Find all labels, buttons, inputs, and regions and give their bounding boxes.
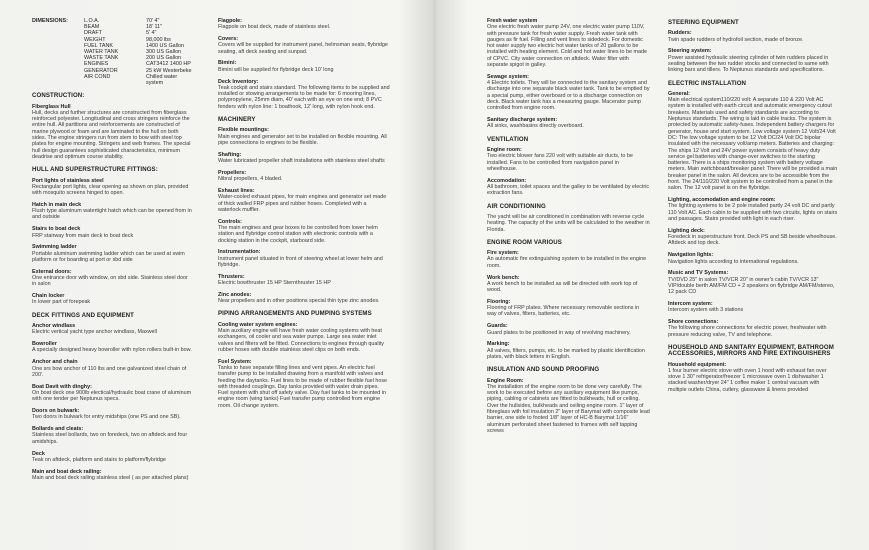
spec-item-heading: Fiberglass Hull bbox=[32, 103, 71, 110]
spec-item bbox=[487, 275, 650, 294]
column-2 bbox=[218, 18, 390, 415]
dimension-value: CAT3412 1400 HP bbox=[146, 61, 191, 68]
spec-item-heading: Anchor windlass bbox=[32, 323, 76, 330]
dimension-value: 25 kW Westerbeke bbox=[146, 67, 192, 74]
spec-item-text: Covers will be supplied for instrument panel, helmsman seats, flybridge seating, aft deck seating and sunpad. bbox=[218, 42, 388, 55]
column-3 bbox=[487, 18, 650, 440]
spec-item-text: All bathroom, toilet spaces and the galley to be ventilated by electric extraction fans. bbox=[487, 184, 650, 197]
spec-item bbox=[487, 147, 650, 172]
spec-item-heading: Guards: bbox=[487, 323, 508, 330]
spec-item bbox=[218, 36, 390, 55]
section-heading: MACHINERY bbox=[218, 116, 256, 124]
spec-item-heading: Flagpole: bbox=[218, 18, 242, 24]
section-heading: ELECTRIC INSTALLATION bbox=[668, 79, 747, 87]
spec-item bbox=[487, 18, 650, 68]
spec-item-text: Main engines and generator set to be installed on flexible mounting. All pipe connections to engines to be flexible. bbox=[218, 133, 387, 146]
dimension-value: 5' 4" bbox=[146, 30, 157, 37]
spec-item-heading: Hatch in main deck bbox=[32, 201, 82, 208]
spec-item bbox=[218, 60, 390, 73]
spec-item-text: Main electrical system110/220 volt: A separate 110 & 220 Volt AC system is installed with earth circuit and automatic emergency cutout breakers. Materials used and safety standards are according to Neptunus standards. The wiring is laid in cable tracks. The system is protected by automatic safety-fuses. Independent battery chargers for generator, house and start system. Low voltage system 12 Volt/24 Volt DC: The low voltage system to be 12 Volt DC/24 Volt DC bipolar insulated with the necessary volt/amp meters. Batteries and charging: The ships 12 Volt and 24V power system consists of heavy duty service gel batteries with change-over switches to the starting batteries. There is a ships monitoring system with battery voltage meters. Main switchboard/breaker panel: There will be provided a main breaker panel in the salon. All devices are to be accessible from the front. The 24/110/220 Volt system to be controlled from a panel in the salon. The 12 volt panel is on the flybridge. bbox=[668, 97, 838, 192]
dimension-value: 1400 US Gallon bbox=[146, 42, 185, 49]
spec-item bbox=[218, 152, 390, 165]
dimension-value: 200 US Gallon bbox=[146, 55, 182, 62]
spec-item bbox=[487, 378, 650, 435]
spec-item-heading: Shore connections: bbox=[668, 319, 719, 326]
spec-item-text: 1 four burner electric stove with oven 1 hood with exhaust fan over stove 1 30" refrigerator/freezer 1 microwave oven 1 dishwasher 1 stacked washer/dryer 24" 1 coffee maker 1 central vacuum with multiple outlets China, cutlery, glassware & linens provided bbox=[668, 367, 827, 393]
spec-item bbox=[668, 252, 838, 265]
spec-item-heading: Navigation lights: bbox=[668, 252, 714, 259]
spec-item bbox=[218, 292, 390, 305]
spec-item bbox=[668, 319, 838, 338]
column-4 bbox=[668, 18, 838, 399]
spec-item-text: Main auxiliary engine will have fresh water cooling systems with heat exchangers, oil cooler and sea water pumps. Large sea water inlet valves and filters will be fitted. Connections to engines through quality rubber hoses with double stainless steel clips on both ends. bbox=[218, 327, 385, 353]
spec-item-heading: Thrusters: bbox=[218, 273, 245, 280]
spec-item bbox=[32, 426, 192, 445]
spec-item-heading: Deck Inventory: bbox=[218, 78, 259, 85]
spec-item bbox=[32, 384, 192, 403]
spec-item bbox=[218, 188, 390, 213]
dimension-key: WATER TANK bbox=[84, 49, 119, 56]
spec-item-text: Nibral propellers, 4 bladed. bbox=[218, 176, 283, 183]
dimension-key: DRAFT bbox=[84, 30, 102, 37]
spec-item bbox=[668, 91, 838, 192]
column-1 bbox=[32, 18, 192, 487]
dimension-key: WASTE TANK bbox=[84, 55, 119, 62]
dimensions-label: DIMENSIONS: bbox=[32, 18, 68, 24]
spec-item-heading: Rudders: bbox=[668, 30, 692, 37]
spec-item-text: Guard plates to be positioned in way of revolving machinery. bbox=[487, 329, 631, 336]
dimension-value: 98,000 lbs bbox=[146, 36, 171, 43]
spec-item-heading: Shafting: bbox=[218, 151, 242, 158]
spec-item bbox=[218, 79, 390, 110]
spec-item-text: Flooring of FRP plates. Where necessary removable sections in way of valves, filters, batteries, etc. bbox=[487, 305, 640, 318]
spec-item bbox=[487, 250, 650, 269]
spec-item bbox=[668, 362, 838, 393]
spec-item-text: Water lubricated propeller shaft installations with stainless steel shafts bbox=[218, 158, 385, 165]
dimension-key: L.O.A. bbox=[84, 18, 100, 24]
spec-item-heading: Stairs to boat deck bbox=[32, 226, 81, 233]
section-heading: CONSTRUCTION: bbox=[32, 92, 85, 100]
spec-item-text: In lower part of forepeak bbox=[32, 299, 91, 306]
spec-item-heading: Sanitary discharge system: bbox=[487, 117, 558, 124]
spec-item bbox=[487, 323, 650, 336]
spec-item bbox=[668, 197, 838, 222]
spec-item-text: Intercom system with 3 stations bbox=[668, 307, 744, 314]
spec-item-text: A specially designed heavy bowroller with nylon rollers built-in bow. bbox=[32, 347, 192, 354]
dimension-key: WEIGHT bbox=[84, 36, 106, 43]
spec-item bbox=[218, 322, 390, 353]
spec-item-text: Hull, decks and further structures are constructed from fiberglass reinforced polyester. Longitudinal and cross stringers reinforce the entire hull. All partitions and reinforcements are constructed of marine plywood or foam and are laminated to the hull on both sides. The engine stringers run from stem to bow with steel top plates for engine mounting. Stringers and web frames. The special hull design guarantees sophisticated characteristics, minimum deadrise and optimum course stability. bbox=[32, 109, 191, 160]
spec-item-heading: Work bench: bbox=[487, 274, 520, 281]
spec-item bbox=[487, 74, 650, 112]
spec-item-text: Teak cockpit and stairs standard. The following items to be supplied and installed or stowing arrangements to be made for: 6 mooring lines, polypropylene, 25mm diam, 40' each with an eye on one end; 8 PVC fenders with nylon line: 1 boathook, 12' long, with nylon hook end. bbox=[218, 84, 390, 110]
spec-item bbox=[32, 104, 192, 161]
spec-item bbox=[218, 359, 390, 409]
spec-item bbox=[668, 301, 838, 314]
dimensions-label bbox=[32, 74, 84, 86]
spec-item-text: Power assisted hydraulic steering cylinder of twin rudders placed in seating between the two rudder stocks and connected to same with linking bars and tillers. To Neptunus standards and specifications. bbox=[668, 54, 829, 74]
spec-item bbox=[218, 219, 390, 244]
spec-item-heading: Bimini: bbox=[218, 60, 237, 67]
spec-item-heading: General: bbox=[668, 90, 690, 97]
spec-item bbox=[487, 299, 650, 318]
spec-item bbox=[32, 408, 192, 421]
dimension-value: 300 US Gallon bbox=[146, 49, 182, 56]
dimension-value: Chilled water system bbox=[146, 73, 178, 87]
spec-item bbox=[32, 244, 192, 263]
spec-item bbox=[32, 293, 192, 306]
spec-item-text: Stainless steel bollards, two on foredeck, two on aftdeck and four amidships. bbox=[32, 432, 188, 445]
section-heading: STEERING EQUIPMENT bbox=[668, 19, 739, 26]
section-heading: AIR CONDITIONING bbox=[487, 202, 546, 210]
spec-item-text: Instrument panel situated in front of steering wheel at lower helm and flybridge. bbox=[218, 255, 383, 268]
spec-item bbox=[668, 228, 838, 247]
spec-item bbox=[218, 170, 390, 183]
dimension-value: 70' 4" bbox=[146, 18, 160, 24]
spec-item-heading: Marking: bbox=[487, 341, 510, 348]
section-heading: INSULATION AND SOUND PROOFING bbox=[487, 366, 600, 374]
spec-item-text: The installation of the engine room to be done very carefully. The work to be executed before any auxiliary equipment like pumps, piping, cabling or cabinets are fitted to bulkheads, hull or ceiling. Over the hullsides, bulkheads and ceiling engine room. 1" layer of fibreglass with foil insulation 2" layer of Barymat with composite lead barrier, one side to footed 1/8" layer of HC-B Barymat 1/16" aluminum perforated sheet fastened to frames with self tapping screws bbox=[487, 383, 650, 434]
spec-item-text: FRP stairway from main deck to boat deck bbox=[32, 232, 134, 239]
spec-item-text: Near propellers and in other positions special thin type zinc anodes. bbox=[218, 298, 380, 305]
spec-item-text: One srs bow anchor of 110 lbs and one galvanized steel chain of 200'. bbox=[32, 365, 187, 378]
spec-item bbox=[32, 226, 192, 239]
section-heading: PIPING ARRANGEMENTS AND PUMPING SYSTEMS bbox=[218, 310, 372, 318]
spec-item-text: Tanks to have separate filling lines and vent pipes. An electric fuel transfer pump to be installed drawing from a manifold with valves and feeding the daytanks. Fuel lines to be made of rubber flexible fuel hose with threaded couplings. Day tanks provided with water drain pipes. Fuel system with shut off safety valve. Day fuel tanks to be mounted in engine room (wing tanks) Fuel transfer pump controlled from engine room. Oil change system. bbox=[218, 364, 388, 409]
section-heading: DECK FITTINGS AND EQUIPMENT bbox=[32, 311, 135, 319]
spec-item bbox=[487, 178, 650, 197]
spec-item bbox=[487, 341, 650, 360]
spec-item-text: The lighting systems to be 2 pole installed partly 24 volt DC and partly 110 Volt AC. Each cabin to be supplied with two circuits, lights on stairs and passages. Stairs provided with light in each riser. bbox=[668, 203, 838, 223]
spec-item-text: Bimini will be supplied for flybridge deck 10' long bbox=[218, 66, 334, 73]
spec-item-text: Foredeck in superstructure front. Deck PS and SB beside wheelhouse. Aftdeck and top deck. bbox=[668, 234, 837, 247]
spec-item bbox=[218, 274, 390, 287]
spec-item-text: Main and boat deck railing stainless steel ( as per attached plans) bbox=[32, 474, 189, 481]
spec-item-text: Electric vertical yacht type anchor windlass, Maxwell bbox=[32, 329, 157, 336]
spec-item-heading: Controls: bbox=[218, 218, 242, 225]
dimension-row bbox=[32, 74, 192, 86]
spec-item bbox=[32, 359, 192, 378]
spec-item-heading: Swimming ladder bbox=[32, 244, 77, 251]
spec-item-text: Portable aluminum swimming ladder which can be used at swim platform or for boarding at port or sbd side bbox=[32, 250, 185, 263]
spec-item-heading: Fire system: bbox=[487, 250, 519, 257]
spec-item-heading: Sewage system: bbox=[487, 73, 529, 80]
spec-item bbox=[668, 48, 838, 73]
spec-item-heading: Bowroller bbox=[32, 341, 57, 348]
spec-item-heading: Lighting deck: bbox=[668, 227, 705, 234]
spec-item-text: One entrance door with window, on sbd side. Stainless steel door in salon bbox=[32, 275, 188, 288]
spec-item bbox=[668, 30, 838, 43]
spec-item-text: All sinks, washbasins directly overboard. bbox=[487, 123, 584, 130]
dimension-key: ENGINES bbox=[84, 61, 109, 68]
spec-item-heading: Accomodation: bbox=[487, 177, 527, 184]
spec-item bbox=[32, 269, 192, 288]
spec-item-text: A work bench to be installed as will be directed with work top of wood. bbox=[487, 280, 638, 294]
section-heading: HULL AND SUPERSTRUCTURE FITTINGS: bbox=[32, 166, 158, 174]
spec-item bbox=[218, 18, 390, 31]
spec-item-text: Rectangular port lights, clear opening as shown on plan, provided with mosquito screens hinged to open. bbox=[32, 183, 189, 197]
spec-item-text: Flagpole on boat deck, made of stainless steel. bbox=[218, 24, 331, 31]
spec-item-heading: Propellers: bbox=[218, 169, 247, 176]
spec-item bbox=[32, 178, 192, 197]
section-heading: VENTILATION bbox=[487, 135, 529, 143]
spec-item-heading: Cooling water system engines: bbox=[218, 321, 298, 328]
spec-item-heading: Steering system: bbox=[668, 48, 712, 55]
spec-item-heading: Flexible mountings: bbox=[218, 127, 269, 134]
spec-item-heading: Instrumentation: bbox=[218, 249, 261, 256]
spec-item-text: An automatic fire extinguishing system to be installed in the engine room. bbox=[487, 256, 647, 269]
spec-item bbox=[218, 249, 390, 268]
spec-item-heading: Music and TV Systems: bbox=[668, 270, 729, 277]
spec-item-heading: Bollards and cleats: bbox=[32, 426, 84, 433]
spec-item-text: Electric bowthruster 15 HP Sternthruster 15 HP bbox=[218, 280, 331, 286]
spec-item-heading: Fuel System: bbox=[218, 358, 252, 365]
dimension-key: BEAM bbox=[84, 24, 100, 31]
spec-item-heading: Main and boat deck railing: bbox=[32, 468, 102, 475]
dimensions-table bbox=[32, 18, 192, 86]
spec-item-heading: Port lights of stainless steel bbox=[32, 177, 104, 184]
spec-item-text: The main engines and gear boxes to be controlled from lower helm station and flybridge control station with electronic controls with a docking station in the cockpit, starboard side. bbox=[218, 224, 378, 244]
spec-item-heading: Covers: bbox=[218, 36, 239, 43]
spec-item bbox=[32, 202, 192, 221]
spec-item-text: 4 Electric toilets. They will be connected to the sanitary system and discharge into one separate black water tank. Tank to be emptied by a special pump, either overboard or to a discharge connection on deck. Black water tank has a measuring gauge. Macerator pump controlled from engine room. bbox=[487, 80, 650, 112]
spec-item-text: The yacht will be air conditioned in combination with reverse cycle heating. The capacity of the units will be calculated to the weather in Florida. bbox=[487, 213, 650, 233]
spec-item-text: The following shore connections for electric power, freshwater with pressure reducing valve, TV and telephone. bbox=[668, 325, 827, 338]
spec-item-heading: Engine room: bbox=[487, 147, 522, 154]
spec-item-text: One electric fresh water pump 24V, one electric water pump 110V, with pressure tank for fresh water supply. Fresh water tank with gauges as fir fuel. Filling and vent lines to sidedeck. For domestic hot water supply two electric hot water tanks of 20 gallons to be installed with heating element. Cold and hot water lines to be made of CPVC. City water connection on aftdeck. Water filter with separate spigot in galley. bbox=[487, 24, 648, 69]
spec-item-text: Flush type aluminum watertight hatch which can be opened from in and outside bbox=[32, 208, 192, 221]
spec-item bbox=[218, 127, 390, 146]
spec-item-text: Twin spade rudders of hydrofoil section, made of bronze. bbox=[668, 36, 804, 43]
spec-item bbox=[32, 341, 192, 354]
spec-item bbox=[487, 117, 650, 130]
spec-item-heading: Flooring: bbox=[487, 298, 511, 305]
dimension-value: 18' 11" bbox=[146, 24, 163, 31]
spec-item bbox=[32, 451, 192, 464]
spec-item-heading: Household equipment: bbox=[668, 361, 727, 368]
spec-item-text: Teak on aftdeck, platform and stairs to platform/flybridge bbox=[32, 456, 166, 463]
spec-item bbox=[32, 469, 192, 482]
spec-item-heading: Fresh water system bbox=[487, 18, 538, 24]
spec-item-text: Navigation lights according to international regulations. bbox=[668, 258, 799, 265]
spec-item-text: Water-cooled exhaust pipes, for main engines and generator set made of thick walled FRP pipes and rubber hoses. Completed with a waterlock muffler. bbox=[218, 194, 387, 213]
spec-item-heading: Boat Davit with dinghy: bbox=[32, 383, 92, 390]
dimension-key: AIR COND bbox=[84, 73, 111, 80]
spec-item-heading: Exhaust lines: bbox=[218, 187, 255, 194]
dimension-key: FUEL TANK bbox=[84, 42, 113, 49]
spec-item-heading: Chain locker bbox=[32, 293, 65, 300]
spec-item bbox=[487, 214, 650, 233]
spec-item bbox=[668, 270, 838, 295]
spec-item-text: All valves, filters, pumps, etc. to be marked by plastic identification plates, with black letters in English. bbox=[487, 347, 645, 360]
spec-item-heading: Lighting, accomodation and engine room: bbox=[668, 197, 776, 204]
spec-item-heading: Doors on bulwark: bbox=[32, 408, 80, 415]
spec-item-text: Two doors in bulwark for entry midships (one PS and one SB). bbox=[32, 414, 181, 421]
spec-item-text: On boat deck one 900lb electical/hydraulic boat crane of aluminum with one tender per Neptunus specs. bbox=[32, 389, 192, 403]
spec-item-heading: Anchor and chain bbox=[32, 359, 78, 366]
section-heading: ENGINE ROOM VARIOUS bbox=[487, 238, 562, 246]
spec-item-heading: Deck bbox=[32, 450, 45, 457]
spec-item-heading: Engine Room: bbox=[487, 377, 524, 384]
spec-item-heading: Zinc anodes: bbox=[218, 291, 252, 298]
spec-item-text: Two electric blower fans 220 volt with suitable air ducts, to be installed. Fans to be controlled from navigation panel in wheelhouse. bbox=[487, 153, 633, 172]
section-heading: HOUSEHOLD AND SANITARY EQUIPMENT, BATHROOM ACCESSORIES, MIRRORS AND FIRE EXTINGUISHERS bbox=[668, 343, 834, 358]
spec-item bbox=[32, 323, 192, 336]
spec-item-heading: External doors: bbox=[32, 268, 72, 275]
dimension-key: GENERATOR bbox=[84, 67, 118, 74]
spec-item-heading: Intercom system: bbox=[668, 300, 713, 307]
spec-item-text: TV/DVD 25" in salon TV/VCR 20" in owner's cabin TV/VCR 13" VIP/double berth AM/FM CD + 2 speakers on flybridge AM/FM/stereo, 12 pack CD bbox=[668, 276, 835, 296]
